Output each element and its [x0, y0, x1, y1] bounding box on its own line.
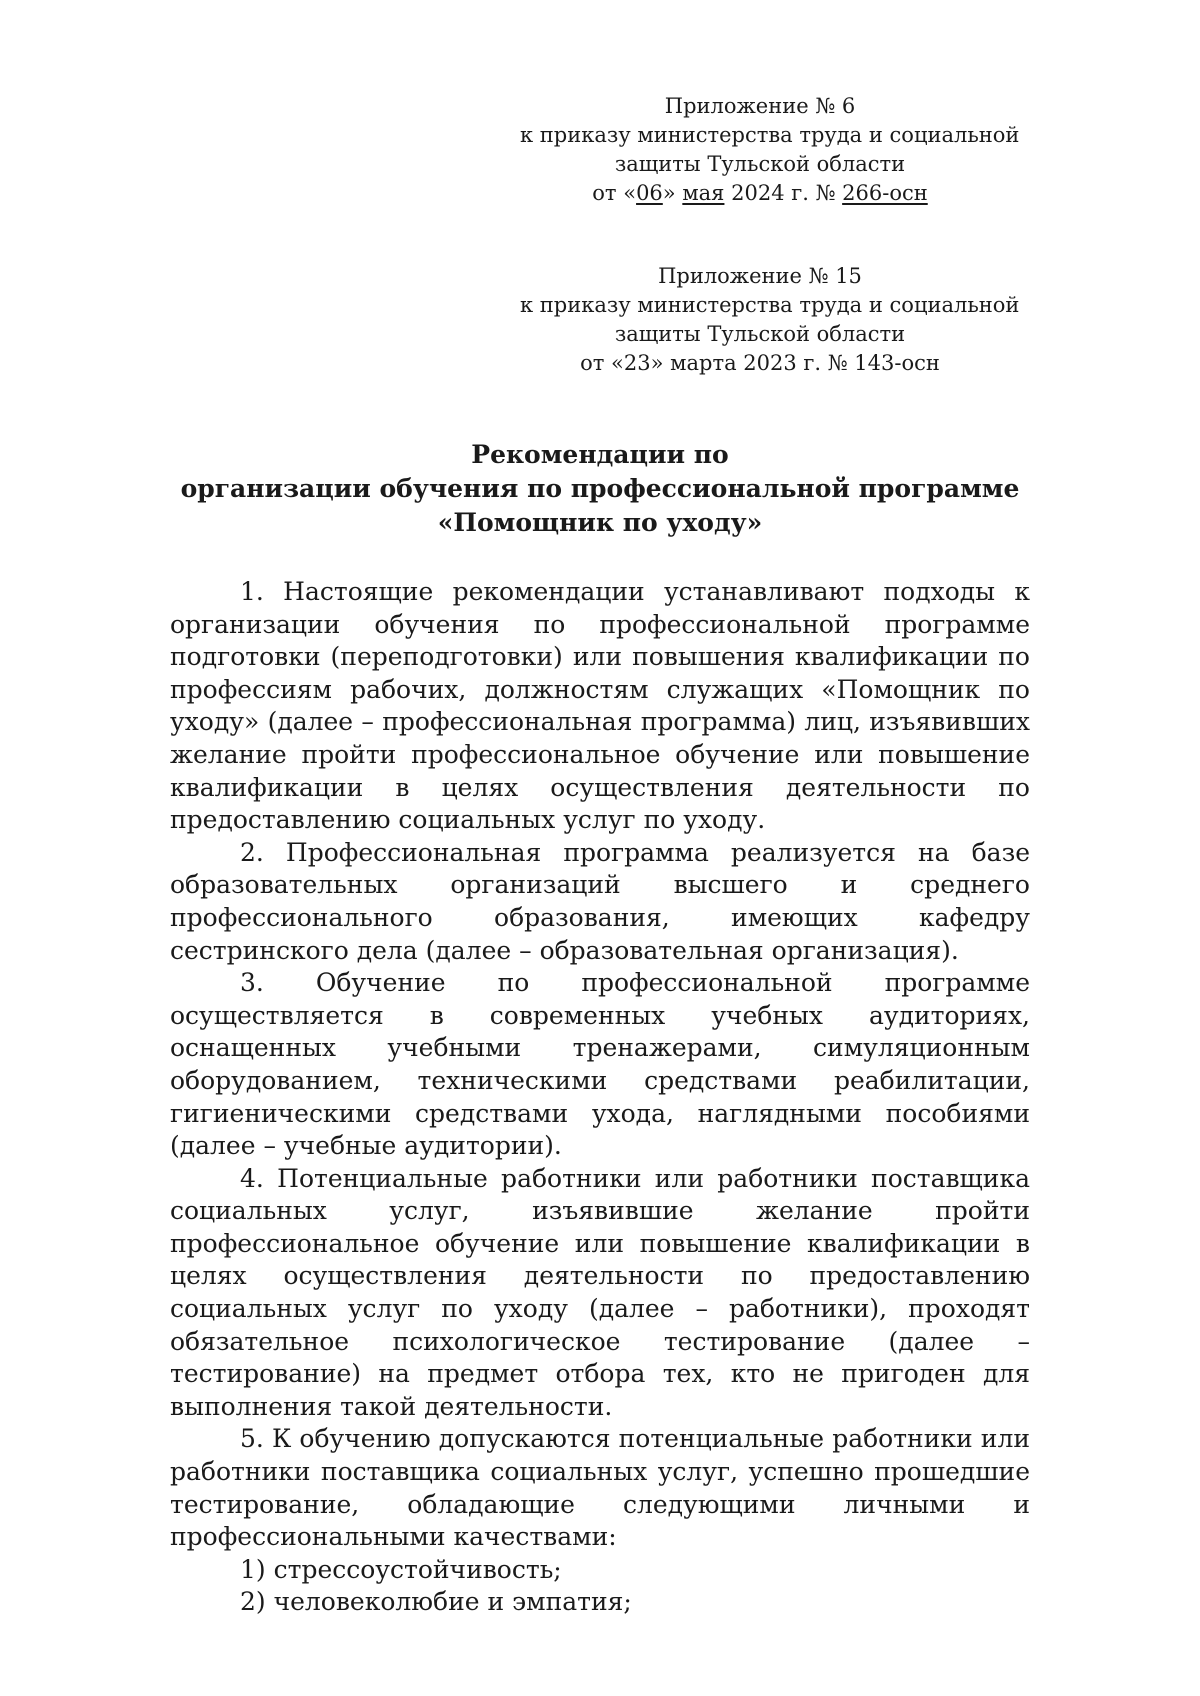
appendix-previous-header — [520, 262, 1020, 378]
paragraph-5: 5. К обучению допускаются потенциальные работники или работники поставщика социальных услуг, успешно прошедшие тестирование, обладающие следующими личными и профессиональными качествами: — [170, 1424, 1030, 1552]
paragraph-2: 2. Профессиональная программа реализуется на базе образовательных организаций высшего и среднего профессионального образования, имеющих кафедру сестринского дела (далее – образовательная организация). — [170, 837, 1030, 965]
appendix-order-ref: к приказу министерства труда и социальной — [520, 293, 1020, 317]
document-body — [170, 576, 1030, 1619]
order-number: 266-осн — [842, 181, 928, 205]
paragraph-1: 1. Настоящие рекомендации устанавливают подходы к организации обучения по профессиональной программе подготовки (переподготовки) или повышения квалификации по профессиям рабочих, должностям служащих «Помощник по уходу» (далее – профессиональная программа) лиц, изъявивших желание пройти профессиональное обучение или повышение квалификации в целях осуществления деятельности по предоставлению социальных услуг по уходу. — [170, 577, 1030, 835]
date-day: 06 — [636, 181, 663, 205]
appendix-date-line: от «23» марта 2023 г. № 143-осн — [580, 351, 940, 375]
date-month: мая — [682, 181, 725, 205]
appendix-date-line — [520, 179, 1000, 208]
appendix-order-ref: к приказу министерства труда и социальной — [520, 123, 1020, 147]
appendix-number: Приложение № 6 — [664, 94, 856, 118]
appendix-number: Приложение № 15 — [658, 264, 862, 288]
title-line-1: Рекомендации по — [471, 440, 729, 469]
document-title — [160, 438, 1040, 540]
title-line-3: «Помощник по уходу» — [437, 508, 763, 537]
date-year: 2024 г. № — [724, 181, 843, 205]
list-item-1: 1) стрессоустойчивость; — [240, 1554, 562, 1584]
list-item-2: 2) человеколюбие и эмпатия; — [240, 1587, 632, 1617]
date-prefix: от « — [592, 181, 637, 205]
title-line-2: организации обучения по профессиональной программе — [180, 474, 1020, 503]
paragraph-4: 4. Потенциальные работники или работники поставщика социальных услуг, изъявившие желание пройти профессиональное обучение или повышение квалификации в целях осуществления деятельности по предоставлению социальных услуг по уходу (далее – работники), проходят обязательное психологическое тестирование (далее – тестирование) на предмет отбора тех, кто не пригоден для выполнения такой деятельности. — [170, 1163, 1030, 1421]
date-mid: » — [662, 181, 683, 205]
paragraph-3: 3. Обучение по профессиональной программе осуществляется в современных учебных аудиториях, оснащенных учебными тренажерами, симуляционным оборудованием, техническими средствами реабилитации, гигиеническими средствами ухода, наглядными пособиями (далее – учебные аудитории). — [170, 968, 1030, 1161]
appendix-ministry: защиты Тульской области — [614, 152, 906, 176]
appendix-current-header — [520, 92, 1020, 208]
appendix-ministry: защиты Тульской области — [614, 322, 906, 346]
